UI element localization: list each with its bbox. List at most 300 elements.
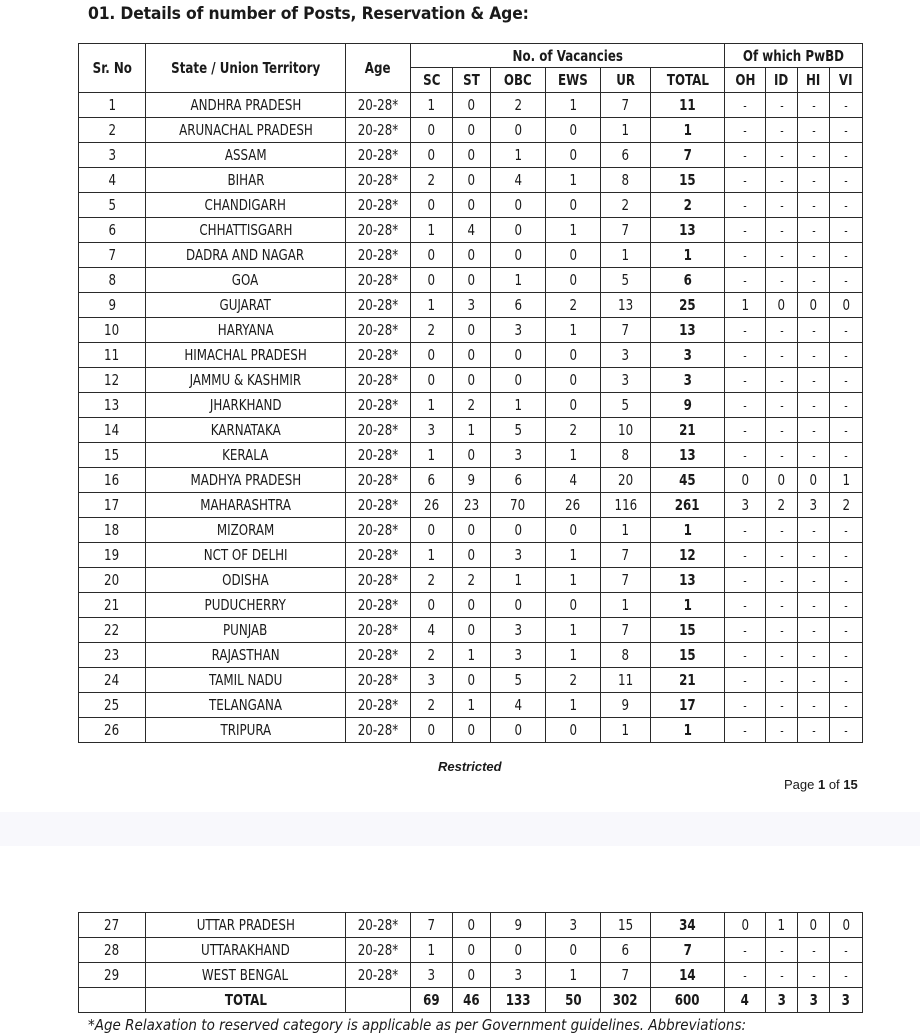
cell-vi: - <box>830 393 863 418</box>
cell-obc: 6 <box>491 468 546 493</box>
cell-age: 20-28* <box>346 218 411 243</box>
cell-sc: 2 <box>411 693 453 718</box>
header-oh: OH <box>725 68 766 93</box>
cell-total: 45 <box>651 468 725 493</box>
table-row <box>79 268 863 293</box>
table-row <box>79 443 863 468</box>
cell-obc: 5 <box>491 418 546 443</box>
header-st: ST <box>453 68 491 93</box>
header-sr-no: Sr. No <box>79 44 146 93</box>
cell-ews: 0 <box>546 143 601 168</box>
table-row <box>79 718 863 743</box>
cell-state: UTTAR PRADESH <box>146 913 346 938</box>
cell-sr: 15 <box>79 443 146 468</box>
cell-ews: 26 <box>546 493 601 518</box>
cell-state: CHHATTISGARH <box>146 218 346 243</box>
cell-total: 3 <box>651 368 725 393</box>
cell-age: 20-28* <box>346 243 411 268</box>
cell-id: - <box>766 938 798 963</box>
cell-id: - <box>766 418 798 443</box>
cell-sr: 16 <box>79 468 146 493</box>
cell-obc: 9 <box>491 913 546 938</box>
cell-ews: 1 <box>546 168 601 193</box>
cell-sc: 4 <box>411 618 453 643</box>
cell-oh: - <box>725 518 766 543</box>
cell-total: 21 <box>651 668 725 693</box>
header-pwbd-group: Of which PwBD <box>725 44 863 68</box>
cell-id: 3 <box>766 988 798 1013</box>
cell-st: 0 <box>453 543 491 568</box>
cell-oh: 0 <box>725 468 766 493</box>
cell-sr: 23 <box>79 643 146 668</box>
cell-hi: - <box>798 218 830 243</box>
cell-hi: - <box>798 668 830 693</box>
cell-obc: 0 <box>491 938 546 963</box>
cell-sc: 0 <box>411 243 453 268</box>
cell-st: 0 <box>453 318 491 343</box>
cell-ur: 8 <box>601 168 651 193</box>
table-row <box>79 543 863 568</box>
cell-ur: 8 <box>601 443 651 468</box>
table-header <box>79 44 863 93</box>
cell-total: 1 <box>651 593 725 618</box>
cell-sc: 1 <box>411 443 453 468</box>
table-row <box>79 318 863 343</box>
cell-sc: 0 <box>411 343 453 368</box>
table-row <box>79 643 863 668</box>
cell-sr: 17 <box>79 493 146 518</box>
cell-ews: 1 <box>546 963 601 988</box>
cell-st: 1 <box>453 693 491 718</box>
header-sc: SC <box>411 68 453 93</box>
classification-label: Restricted <box>438 759 502 774</box>
cell-sc: 1 <box>411 293 453 318</box>
cell-st: 0 <box>453 193 491 218</box>
cell-id: - <box>766 168 798 193</box>
cell-oh: - <box>725 693 766 718</box>
cell-state: KARNATAKA <box>146 418 346 443</box>
cell-vi: - <box>830 593 863 618</box>
cell-total: 7 <box>651 938 725 963</box>
table-row <box>79 93 863 118</box>
cell-oh: - <box>725 568 766 593</box>
cell-ur: 1 <box>601 243 651 268</box>
cell-hi: - <box>798 543 830 568</box>
cell-oh: - <box>725 418 766 443</box>
cell-st: 0 <box>453 368 491 393</box>
cell-hi: 0 <box>798 293 830 318</box>
cell-sr: 9 <box>79 293 146 318</box>
cell-state: PUDUCHERRY <box>146 593 346 618</box>
cell-vi: - <box>830 118 863 143</box>
cell-hi: - <box>798 938 830 963</box>
cell-state: MAHARASHTRA <box>146 493 346 518</box>
cell-vi: - <box>830 543 863 568</box>
cell-ews: 0 <box>546 268 601 293</box>
table-row <box>79 568 863 593</box>
cell-oh: - <box>725 218 766 243</box>
table-row <box>79 368 863 393</box>
cell-ews: 0 <box>546 593 601 618</box>
cell-sc: 0 <box>411 593 453 618</box>
cell-ews: 1 <box>546 643 601 668</box>
cell-obc: 0 <box>491 718 546 743</box>
cell-hi: - <box>798 963 830 988</box>
cell-ews: 0 <box>546 193 601 218</box>
header-total: TOTAL <box>651 68 725 93</box>
cell-obc: 3 <box>491 643 546 668</box>
cell-hi: 3 <box>798 988 830 1013</box>
page-number: Page 1 of 15 <box>784 777 858 792</box>
table-row <box>79 468 863 493</box>
cell-oh: - <box>725 168 766 193</box>
cell-vi: - <box>830 268 863 293</box>
header-ews: EWS <box>546 68 601 93</box>
cell-ur: 3 <box>601 343 651 368</box>
cell-total: 6 <box>651 268 725 293</box>
cell-oh: - <box>725 718 766 743</box>
cell-age: 20-28* <box>346 193 411 218</box>
table-row <box>79 418 863 443</box>
cell-obc: 0 <box>491 218 546 243</box>
cell-total: 15 <box>651 643 725 668</box>
cell-id: - <box>766 668 798 693</box>
cell-obc: 3 <box>491 543 546 568</box>
cell-vi: - <box>830 218 863 243</box>
cell-hi: - <box>798 168 830 193</box>
cell-id: - <box>766 693 798 718</box>
cell-sc: 1 <box>411 393 453 418</box>
cell-age: 20-28* <box>346 168 411 193</box>
cell-oh: - <box>725 318 766 343</box>
cell-sr: 12 <box>79 368 146 393</box>
cell-state: JHARKHAND <box>146 393 346 418</box>
cell-vi: - <box>830 143 863 168</box>
cell-sc: 1 <box>411 543 453 568</box>
cell-ur: 1 <box>601 593 651 618</box>
cell-ews: 0 <box>546 393 601 418</box>
cell-oh: - <box>725 193 766 218</box>
header-hi: HI <box>798 68 830 93</box>
cell-id: - <box>766 343 798 368</box>
cell-total: 2 <box>651 193 725 218</box>
cell-ur: 1 <box>601 118 651 143</box>
cell-vi: - <box>830 718 863 743</box>
cell-age: 20-28* <box>346 718 411 743</box>
cell-sc: 0 <box>411 368 453 393</box>
cell-vi: - <box>830 343 863 368</box>
cell-ews: 2 <box>546 668 601 693</box>
cell-age: 20-28* <box>346 393 411 418</box>
cell-st: 0 <box>453 938 491 963</box>
cell-state: PUNJAB <box>146 618 346 643</box>
cell-state: HARYANA <box>146 318 346 343</box>
cell-total: 1 <box>651 718 725 743</box>
table-row <box>79 593 863 618</box>
cell-state: JAMMU & KASHMIR <box>146 368 346 393</box>
cell-state: UTTARAKHAND <box>146 938 346 963</box>
cell-st: 0 <box>453 913 491 938</box>
cell-age: 20-28* <box>346 643 411 668</box>
cell-ews: 1 <box>546 93 601 118</box>
header-obc: OBC <box>491 68 546 93</box>
cell-vi: - <box>830 418 863 443</box>
cell-id: - <box>766 543 798 568</box>
cell-ur: 7 <box>601 618 651 643</box>
cell-hi: 3 <box>798 493 830 518</box>
cell-sc: 0 <box>411 518 453 543</box>
cell-state: DADRA AND NAGAR <box>146 243 346 268</box>
cell-ur: 9 <box>601 693 651 718</box>
cell-oh: 0 <box>725 913 766 938</box>
cell-oh: - <box>725 643 766 668</box>
cell-obc: 0 <box>491 518 546 543</box>
cell-oh: - <box>725 93 766 118</box>
cell-id: - <box>766 718 798 743</box>
cell-state: CHANDIGARH <box>146 193 346 218</box>
cell-oh: - <box>725 963 766 988</box>
table-row <box>79 343 863 368</box>
cell-state: TAMIL NADU <box>146 668 346 693</box>
cell-id: - <box>766 93 798 118</box>
cell-ur: 5 <box>601 268 651 293</box>
cell-sr: 10 <box>79 318 146 343</box>
cell-st: 2 <box>453 393 491 418</box>
cell-sc: 7 <box>411 913 453 938</box>
cell-obc: 133 <box>491 988 546 1013</box>
cell-id: - <box>766 193 798 218</box>
cell-ur: 15 <box>601 913 651 938</box>
cell-obc: 1 <box>491 393 546 418</box>
header-vi: VI <box>830 68 863 93</box>
cell-oh: - <box>725 543 766 568</box>
cell-state: MIZORAM <box>146 518 346 543</box>
cell-sc: 1 <box>411 93 453 118</box>
cell-sr: 1 <box>79 93 146 118</box>
cell-obc: 4 <box>491 168 546 193</box>
cell-st: 0 <box>453 668 491 693</box>
cell-sr: 24 <box>79 668 146 693</box>
page-gap <box>0 812 920 846</box>
header-ur: UR <box>601 68 651 93</box>
cell-sr: 7 <box>79 243 146 268</box>
cell-st: 0 <box>453 518 491 543</box>
cell-obc: 6 <box>491 293 546 318</box>
cell-st: 0 <box>453 168 491 193</box>
cell-oh: - <box>725 343 766 368</box>
cell-sc: 69 <box>411 988 453 1013</box>
table-total-row <box>79 988 863 1013</box>
table-row <box>79 963 863 988</box>
cell-st: 4 <box>453 218 491 243</box>
cell-ur: 1 <box>601 518 651 543</box>
cell-ur: 6 <box>601 938 651 963</box>
cell-sc: 0 <box>411 718 453 743</box>
cell-total: 11 <box>651 93 725 118</box>
cell-sc: 0 <box>411 143 453 168</box>
cell-state: TRIPURA <box>146 718 346 743</box>
cell-ews: 0 <box>546 518 601 543</box>
cell-oh: - <box>725 118 766 143</box>
cell-hi: - <box>798 693 830 718</box>
cell-sc: 0 <box>411 268 453 293</box>
table-body <box>79 93 863 743</box>
cell-obc: 3 <box>491 618 546 643</box>
cell-state: TELANGANA <box>146 693 346 718</box>
cell-sc: 0 <box>411 118 453 143</box>
cell-total: 15 <box>651 168 725 193</box>
cell-hi: - <box>798 368 830 393</box>
cell-vi: - <box>830 168 863 193</box>
table-row <box>79 693 863 718</box>
cell-sr: 21 <box>79 593 146 618</box>
table-row <box>79 393 863 418</box>
table-row <box>79 293 863 318</box>
cell-obc: 3 <box>491 963 546 988</box>
cell-age: 20-28* <box>346 543 411 568</box>
cell-total: 17 <box>651 693 725 718</box>
cell-hi: - <box>798 93 830 118</box>
cell-total: 9 <box>651 393 725 418</box>
cell-hi: - <box>798 118 830 143</box>
cell-id: - <box>766 443 798 468</box>
cell-ews: 50 <box>546 988 601 1013</box>
cell-hi: - <box>798 268 830 293</box>
cell-obc: 2 <box>491 93 546 118</box>
cell-ews: 0 <box>546 243 601 268</box>
cell-ews: 3 <box>546 913 601 938</box>
cell-oh: - <box>725 668 766 693</box>
cell-sr: 22 <box>79 618 146 643</box>
cell-obc: 0 <box>491 243 546 268</box>
cell-state: ASSAM <box>146 143 346 168</box>
cell-age: 20-28* <box>346 593 411 618</box>
cell-age: 20-28* <box>346 343 411 368</box>
cell-sc: 2 <box>411 168 453 193</box>
cell-vi: - <box>830 938 863 963</box>
cell-obc: 5 <box>491 668 546 693</box>
cell-vi: 2 <box>830 493 863 518</box>
cell-ur: 20 <box>601 468 651 493</box>
cell-ews: 0 <box>546 118 601 143</box>
cell-state: GUJARAT <box>146 293 346 318</box>
cell-oh: 4 <box>725 988 766 1013</box>
vacancy-table <box>78 43 863 743</box>
cell-obc: 0 <box>491 593 546 618</box>
cell-obc: 70 <box>491 493 546 518</box>
cell-age: 20-28* <box>346 913 411 938</box>
cell-age: 20-28* <box>346 493 411 518</box>
cell-vi: - <box>830 93 863 118</box>
cell-id: - <box>766 268 798 293</box>
cell-id: - <box>766 568 798 593</box>
cell-vi: - <box>830 518 863 543</box>
cell-total: 13 <box>651 443 725 468</box>
cell-oh: - <box>725 393 766 418</box>
cell-oh: - <box>725 593 766 618</box>
cell-ews: 0 <box>546 938 601 963</box>
cell-obc: 3 <box>491 443 546 468</box>
cell-ews: 4 <box>546 468 601 493</box>
cell-ews: 0 <box>546 718 601 743</box>
cell-vi: - <box>830 618 863 643</box>
cell-vi: - <box>830 963 863 988</box>
cell-sr: 20 <box>79 568 146 593</box>
vacancy-table-continued <box>78 912 863 1013</box>
cell-hi: - <box>798 418 830 443</box>
cell-sc: 3 <box>411 418 453 443</box>
cell-hi: - <box>798 568 830 593</box>
table-row <box>79 168 863 193</box>
cell-age: 20-28* <box>346 93 411 118</box>
cell-total: 34 <box>651 913 725 938</box>
cell-vi: - <box>830 443 863 468</box>
cell-st: 9 <box>453 468 491 493</box>
cell-vi: - <box>830 368 863 393</box>
cell-id: - <box>766 243 798 268</box>
cell-st: 0 <box>453 268 491 293</box>
cell-st: 0 <box>453 443 491 468</box>
cell-ews: 1 <box>546 443 601 468</box>
cell-oh: - <box>725 368 766 393</box>
cell-state: NCT OF DELHI <box>146 543 346 568</box>
cell-age: 20-28* <box>346 143 411 168</box>
cell-vi: - <box>830 243 863 268</box>
cell-hi: - <box>798 518 830 543</box>
cell-oh: - <box>725 243 766 268</box>
cell-vi: 3 <box>830 988 863 1013</box>
cell-vi: - <box>830 693 863 718</box>
footnote: *Age Relaxation to reserved category is applicable as per Government guidelines. Abbreviations: <box>88 1016 747 1034</box>
cell-age: 20-28* <box>346 468 411 493</box>
cell-sc: 1 <box>411 218 453 243</box>
cell-oh: 3 <box>725 493 766 518</box>
cell-total: 7 <box>651 143 725 168</box>
cell-ur: 10 <box>601 418 651 443</box>
cell-ur: 7 <box>601 543 651 568</box>
cell-obc: 0 <box>491 118 546 143</box>
header-vacancies-group: No. of Vacancies <box>411 44 725 68</box>
cell-id: - <box>766 593 798 618</box>
cell-age: 20-28* <box>346 668 411 693</box>
cell-st: 0 <box>453 718 491 743</box>
cell-total: 1 <box>651 118 725 143</box>
cell-vi: - <box>830 668 863 693</box>
cell-sc: 0 <box>411 193 453 218</box>
cell-age: 20-28* <box>346 693 411 718</box>
cell-hi: - <box>798 593 830 618</box>
cell-id: 0 <box>766 468 798 493</box>
cell-vi: 1 <box>830 468 863 493</box>
cell-vi: 0 <box>830 293 863 318</box>
header-age: Age <box>346 44 411 93</box>
cell-ews: 2 <box>546 418 601 443</box>
cell-vi: - <box>830 318 863 343</box>
cell-hi: - <box>798 443 830 468</box>
table-row <box>79 243 863 268</box>
cell-oh: - <box>725 618 766 643</box>
cell-ur: 1 <box>601 718 651 743</box>
cell-hi: - <box>798 143 830 168</box>
cell-id: - <box>766 518 798 543</box>
cell-obc: 4 <box>491 693 546 718</box>
cell-total: 25 <box>651 293 725 318</box>
cell-st: 0 <box>453 593 491 618</box>
cell-sr: 8 <box>79 268 146 293</box>
cell-st: 3 <box>453 293 491 318</box>
cell-age: 20-28* <box>346 618 411 643</box>
cell-state: GOA <box>146 268 346 293</box>
